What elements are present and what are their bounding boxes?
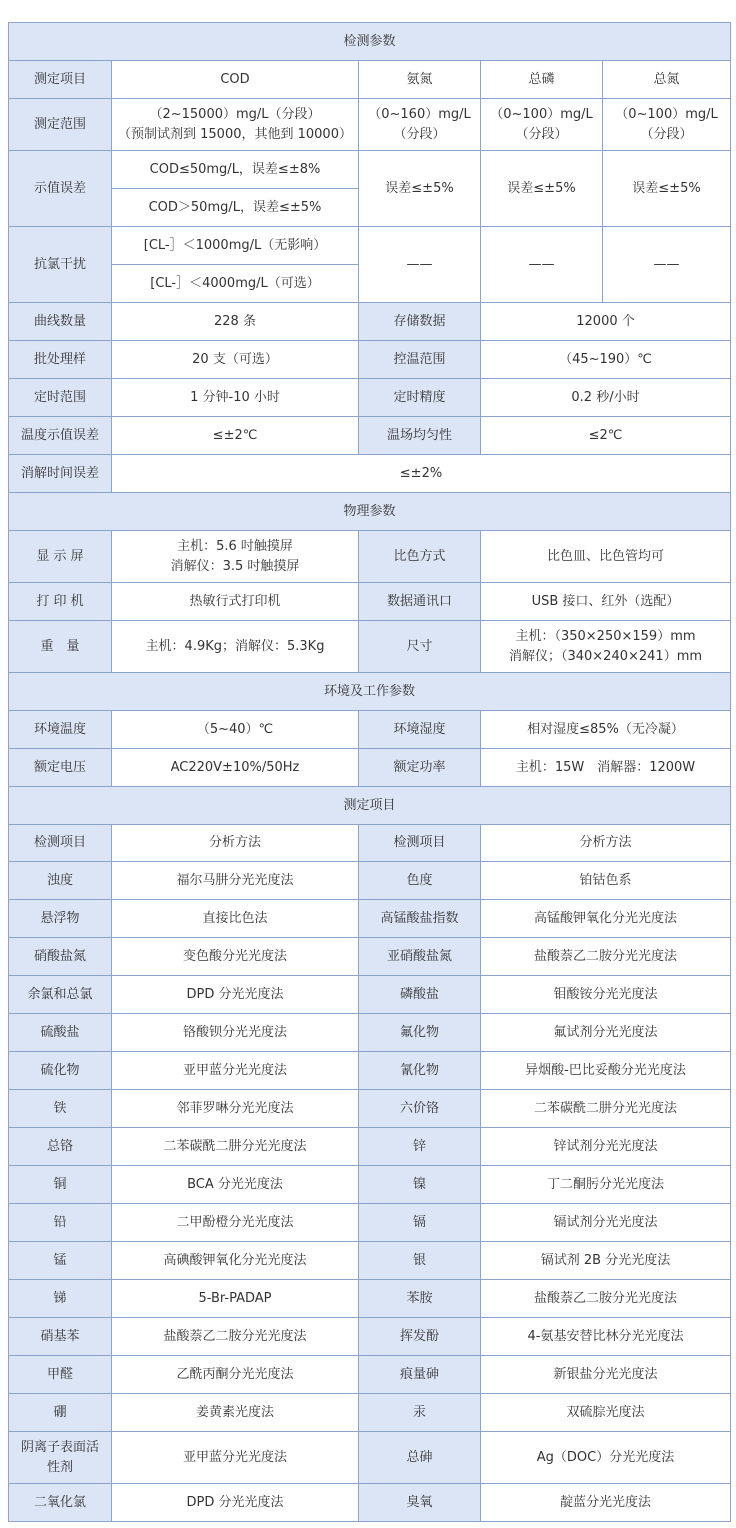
batch-row [9,341,731,379]
item-name-2: 总砷 [359,1432,481,1484]
row-label-2: 定时精度 [359,379,481,417]
table-row [9,862,731,900]
item-name-2: 痕量砷 [359,1356,481,1394]
range-nh3-line2: （分段） [393,126,446,142]
range-cod-line2: （预制试剂到 15000，其他到 10000） [118,126,352,142]
item-name-2: 臭氧 [359,1484,481,1522]
chlorine-cod-2: [CL-］＜4000mg/L（可选） [112,265,359,303]
row-label: 测定范围 [9,99,112,151]
header-method: 分析方法 [112,825,359,862]
row-label-2: 数据通讯口 [359,583,481,621]
item-name: 铅 [9,1204,112,1242]
item-name-2: 镍 [359,1166,481,1204]
item-method: 亚甲蓝分光光度法 [112,1052,359,1090]
item-method-2: 二苯碳酰二肼分光光度法 [481,1090,731,1128]
item-method-2: 氟试剂分光光度法 [481,1014,731,1052]
item-name: 二氧化氯 [9,1484,112,1522]
timer-precision-value: 0.2 秒/小时 [481,379,731,417]
item-method-2: 镉试剂 2B 分光光度法 [481,1242,731,1280]
spec-table [8,22,731,1522]
header-item: 检测项目 [9,825,112,862]
chlorine-tp: —— [481,227,603,303]
env-temp-row [9,711,731,749]
item-name: 铜 [9,1166,112,1204]
table-row [9,1432,731,1484]
row-label-2: 环境湿度 [359,711,481,749]
item-name: 浊度 [9,862,112,900]
row-label: 显 示 屏 [9,531,112,583]
item-method-2: 靛蓝分光光度法 [481,1484,731,1522]
timer-value: 1 分钟-10 小时 [112,379,359,417]
item-method: 直接比色法 [112,900,359,938]
item-name: 硫化物 [9,1052,112,1090]
table-row [9,976,731,1014]
item-name-line2: 性剂 [46,1459,73,1475]
item-method-2: 异烟酸-巴比妥酸分光光度法 [481,1052,731,1090]
size-line2: 消解仪；（340×240×241）mm [508,648,703,664]
row-label-2: 存储数据 [359,303,481,341]
item-method-2: 盐酸萘乙二胺分光光度法 [481,1280,731,1318]
item-method: 乙酰丙酮分光光度法 [112,1356,359,1394]
row-label: 抗氯干扰 [9,227,112,303]
item-method: 高碘酸钾氧化分光光度法 [112,1242,359,1280]
item-name: 硫酸盐 [9,1014,112,1052]
display-row [9,531,731,583]
item-name-2: 氰化物 [359,1052,481,1090]
item-method: 5-Br-PADAP [112,1280,359,1318]
chlorine-tn: —— [603,227,731,303]
range-tn-line1: （0~100）mg/L [615,106,718,122]
row-label: 温度示值误差 [9,417,112,455]
batch-value: 20 支（可选） [112,341,359,379]
range-tp-line2: （分段） [515,126,568,142]
section-row-detect [9,23,731,61]
size-value [481,621,731,673]
item-method: 亚甲蓝分光光度法 [112,1432,359,1484]
weight-row [9,621,731,673]
col-nh3: 氨氮 [359,61,481,99]
item-name: 甲醛 [9,1356,112,1394]
range-nh3-line1: （0~160）mg/L [368,106,471,122]
curves-row [9,303,731,341]
error-tp: 误差≤±5% [481,151,603,227]
section-row-env [9,673,731,711]
table-row [9,1090,731,1128]
table-row [9,1394,731,1432]
col-tp: 总磷 [481,61,603,99]
col-cod: COD [112,61,359,99]
range-tp-line1: （0~100）mg/L [490,106,593,122]
timer-row [9,379,731,417]
row-label: 批处理样 [9,341,112,379]
power-value: 主机：15W 消解器：1200W [481,749,731,787]
error-cod-high: COD＞50mg/L，误差≤±5% [112,189,359,227]
header-item-2: 检测项目 [359,825,481,862]
item-method-2: 铂钴色系 [481,862,731,900]
row-label: 示值误差 [9,151,112,227]
item-name-2: 氟化物 [359,1014,481,1052]
item-name: 锰 [9,1242,112,1280]
range-tp [481,99,603,151]
item-name [9,1432,112,1484]
table-row [9,1166,731,1204]
item-method: 姜黄素光度法 [112,1394,359,1432]
detect-header-row [9,61,731,99]
temp-error-row [9,417,731,455]
item-method-2: 高锰酸钾氧化分光光度法 [481,900,731,938]
row-label: 定时范围 [9,379,112,417]
item-name: 硼 [9,1394,112,1432]
chlorine-nh3: —— [359,227,481,303]
table-row [9,1280,731,1318]
colorimetric-value: 比色皿、比色管均可 [481,531,731,583]
row-label: 测定项目 [9,61,112,99]
item-method-2: 钼酸铵分光光度法 [481,976,731,1014]
printer-row [9,583,731,621]
item-name-2: 银 [359,1242,481,1280]
item-name-2: 镉 [359,1204,481,1242]
item-name: 悬浮物 [9,900,112,938]
row-label: 额定电压 [9,749,112,787]
row-label: 曲线数量 [9,303,112,341]
error-row-1 [9,151,731,189]
item-method: 变色酸分光光度法 [112,938,359,976]
item-method: 二甲酚橙分光光度法 [112,1204,359,1242]
env-power-row [9,749,731,787]
item-name: 余氯和总氯 [9,976,112,1014]
row-label: 重 量 [9,621,112,673]
chlorine-row-1 [9,227,731,265]
item-method: DPD 分光光度法 [112,976,359,1014]
item-method: 福尔马肼分光光度法 [112,862,359,900]
section-row-physical [9,493,731,531]
temp-error-value: ≤±2℃ [112,417,359,455]
item-method: DPD 分光光度法 [112,1484,359,1522]
error-tn: 误差≤±5% [603,151,731,227]
weight-value: 主机：4.9Kg；消解仪：5.3Kg [112,621,359,673]
item-name: 硝酸盐氮 [9,938,112,976]
item-name: 硝基苯 [9,1318,112,1356]
item-name-2: 苯胺 [359,1280,481,1318]
item-name-2: 六价铬 [359,1090,481,1128]
table-row [9,1204,731,1242]
row-label-2: 温场均匀性 [359,417,481,455]
error-cod-low: COD≤50mg/L，误差≤±8% [112,151,359,189]
item-method: BCA 分光光度法 [112,1166,359,1204]
range-cod-line1: （2~15000）mg/L（分段） [149,106,321,122]
table-row [9,1484,731,1522]
row-label-2: 尺寸 [359,621,481,673]
row-label-2: 额定功率 [359,749,481,787]
item-method-2: 4-氨基安替比林分光光度法 [481,1318,731,1356]
items-header-row [9,825,731,862]
item-method-2: Ag（DOC）分光光度法 [481,1432,731,1484]
item-method-2: 丁二酮肟分光光度法 [481,1166,731,1204]
table-row [9,1356,731,1394]
item-name-2: 亚硝酸盐氮 [359,938,481,976]
table-row [9,1052,731,1090]
item-method: 铬酸钡分光光度法 [112,1014,359,1052]
table-row [9,1128,731,1166]
item-method: 二苯碳酰二肼分光光度法 [112,1128,359,1166]
display-value [112,531,359,583]
range-row [9,99,731,151]
table-row [9,938,731,976]
section-row-items [9,787,731,825]
table-row [9,1318,731,1356]
row-label: 消解时间误差 [9,455,112,493]
section-title-detect: 检测参数 [9,23,731,61]
item-method-2: 双硫腙光度法 [481,1394,731,1432]
row-label-2: 控温范围 [359,341,481,379]
row-label: 打 印 机 [9,583,112,621]
item-method-2: 盐酸萘乙二胺分光光度法 [481,938,731,976]
item-name-2: 挥发酚 [359,1318,481,1356]
section-title-items: 测定项目 [9,787,731,825]
range-nh3 [359,99,481,151]
curves-value: 228 条 [112,303,359,341]
temp-uniformity-value: ≤2℃ [481,417,731,455]
range-tn [603,99,731,151]
item-method-2: 锌试剂分光光度法 [481,1128,731,1166]
item-method-2: 新银盐分光光度法 [481,1356,731,1394]
digest-row [9,455,731,493]
item-name-2: 磷酸盐 [359,976,481,1014]
env-humidity-value: 相对湿度≤85%（无冷凝） [481,711,731,749]
item-name-2: 高锰酸盐指数 [359,900,481,938]
item-name: 锑 [9,1280,112,1318]
digest-value: ≤±2% [112,455,731,493]
chlorine-cod-1: [CL-］＜1000mg/L（无影响） [112,227,359,265]
table-row [9,1014,731,1052]
port-value: USB 接口、红外（选配） [481,583,731,621]
printer-value: 热敏行式打印机 [112,583,359,621]
item-method: 盐酸萘乙二胺分光光度法 [112,1318,359,1356]
temp-range-value: （45~190）℃ [481,341,731,379]
col-tn: 总氮 [603,61,731,99]
item-name: 铁 [9,1090,112,1128]
range-tn-line2: （分段） [640,126,693,142]
table-row [9,1242,731,1280]
section-title-physical: 物理参数 [9,493,731,531]
item-name-2: 色度 [359,862,481,900]
voltage-value: AC220V±10%/50Hz [112,749,359,787]
row-label-2: 比色方式 [359,531,481,583]
item-method: 邻菲罗啉分光光度法 [112,1090,359,1128]
header-method-2: 分析方法 [481,825,731,862]
row-label: 环境温度 [9,711,112,749]
section-title-env: 环境及工作参数 [9,673,731,711]
range-cod [112,99,359,151]
env-temp-value: （5~40）℃ [112,711,359,749]
table-row [9,900,731,938]
display-line1: 主机：5.6 吋触摸屏 [177,538,293,554]
item-name: 总铬 [9,1128,112,1166]
item-name-2: 汞 [359,1394,481,1432]
size-line1: 主机：（350×250×159）mm [515,628,696,644]
item-name-line1: 阴离子表面活 [20,1439,99,1455]
display-line2: 消解仪：3.5 吋触摸屏 [170,558,300,574]
item-name-2: 锌 [359,1128,481,1166]
storage-value: 12000 个 [481,303,731,341]
item-rows [9,862,731,1432]
error-nh3: 误差≤±5% [359,151,481,227]
item-method-2: 镉试剂分光光度法 [481,1204,731,1242]
